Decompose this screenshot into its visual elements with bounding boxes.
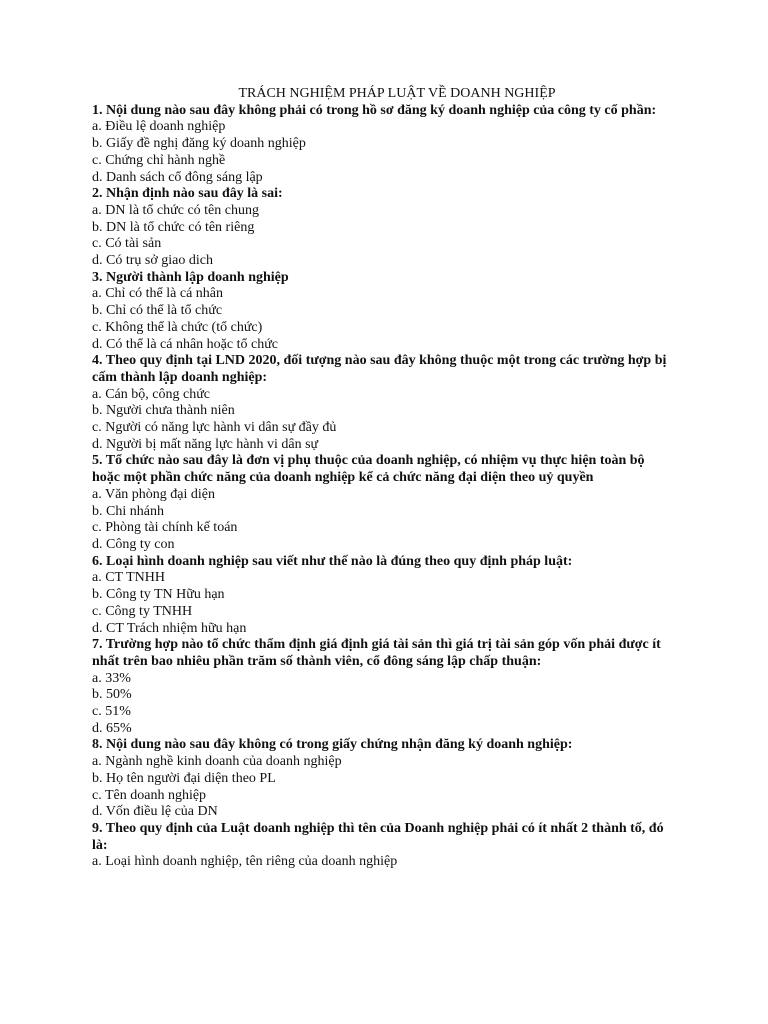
document-title: TRÁCH NGHIỆM PHÁP LUẬT VỀ DOANH NGHIỆP bbox=[238, 86, 556, 101]
answer-option: a. Văn phòng đại diện bbox=[92, 486, 215, 502]
answer-option: c. Người có năng lực hành vi dân sự đầy đủ bbox=[92, 420, 337, 436]
question-text: 2. Nhận định nào sau đây là sai: bbox=[92, 186, 283, 202]
answer-option: b. Chỉ có thể là tổ chức bbox=[92, 303, 223, 319]
question-text: 6. Loại hình doanh nghiệp sau viết như thế nào là đúng theo quy định pháp luật: bbox=[92, 553, 573, 569]
question-text: 9. Theo quy định của Luật doanh nghiệp thì tên của Doanh nghiệp phải có ít nhất 2 thành tố, đó là: bbox=[92, 820, 664, 853]
answer-option: d. Có thể là cá nhân hoặc tổ chức bbox=[92, 336, 279, 352]
answer-option: d. Có trụ sở giao dich bbox=[92, 253, 213, 269]
question-block-3 bbox=[92, 270, 672, 354]
question-text: 3. Người thành lập doanh nghiệp bbox=[92, 269, 289, 285]
answer-option: a. 33% bbox=[92, 670, 131, 686]
answer-option: b. Họ tên người đại diện theo PL bbox=[92, 770, 276, 786]
answer-option: c. Phòng tài chính kế toán bbox=[92, 520, 238, 536]
question-text: 5. Tổ chức nào sau đây là đơn vị phụ thuộc của doanh nghiệp, có nhiệm vụ thực hiện toàn bộ hoặc một phần chức năng của doanh nghiệp kể cả chức năng đại diện theo uỷ quyền bbox=[92, 453, 645, 486]
question-text: 7. Trường hợp nào tổ chức thẩm định giá định giá tài sản thì giá trị tài sản góp vốn phải được ít nhất trên bao nhiêu phần trăm số thành viên, cổ đông sáng lập chấp thuận: bbox=[92, 637, 661, 669]
question-block-9 bbox=[92, 821, 672, 871]
answer-option: a. Loại hình doanh nghiệp, tên riêng của doanh nghiệp bbox=[92, 854, 398, 870]
answer-option: b. Giấy đề nghị đăng ký doanh nghiệp bbox=[92, 136, 306, 152]
answer-option: b. DN là tổ chức có tên riêng bbox=[92, 219, 255, 235]
answer-option: a. DN là tổ chức có tên chung bbox=[92, 202, 259, 218]
question-text: 8. Nội dung nào sau đây không có trong giấy chứng nhận đăng ký doanh nghiệp: bbox=[92, 737, 573, 753]
answer-option: a. Cán bộ, công chức bbox=[92, 386, 210, 402]
question-block-8 bbox=[92, 737, 672, 821]
question-block-2 bbox=[92, 186, 672, 270]
answer-option: c. Công ty TNHH bbox=[92, 603, 193, 619]
answer-option: a. Ngành nghề kinh doanh của doanh nghiệp bbox=[92, 754, 342, 770]
answer-option: c. Không thể là chức (tổ chức) bbox=[92, 319, 263, 335]
question-block-5 bbox=[92, 453, 672, 553]
answer-option: a. Điều lệ doanh nghiệp bbox=[92, 119, 226, 135]
answer-option: d. Vốn điều lệ của DN bbox=[92, 804, 218, 820]
answer-option: d. 65% bbox=[92, 720, 132, 736]
answer-option: b. 50% bbox=[92, 687, 132, 703]
answer-option: b. Người chưa thành niên bbox=[92, 403, 235, 419]
answer-option: a. CT TNHH bbox=[92, 570, 165, 586]
answer-option: c. Tên doanh nghiệp bbox=[92, 787, 207, 803]
question-text: 4. Theo quy định tại LND 2020, đối tượng nào sau đây không thuộc một trong các trường hợp bị cấm thành lập doanh nghiệp: bbox=[92, 353, 667, 385]
answer-option: c. Có tài sản bbox=[92, 236, 162, 252]
answer-option: c. Chứng chỉ hành nghề bbox=[92, 152, 226, 168]
answer-option: d. Danh sách cổ đông sáng lập bbox=[92, 169, 263, 185]
answer-option: d. Công ty con bbox=[92, 536, 175, 552]
question-text: 1. Nội dung nào sau đây không phải có trong hồ sơ đăng ký doanh nghiệp của công ty cổ phần: bbox=[92, 102, 657, 118]
question-block-1 bbox=[92, 103, 672, 187]
document-content bbox=[92, 86, 672, 871]
answer-option: d. Người bị mất năng lực hành vi dân sự bbox=[92, 436, 319, 452]
answer-option: d. CT Trách nhiệm hữu hạn bbox=[92, 620, 247, 636]
question-block-4 bbox=[92, 353, 672, 453]
answer-option: b. Công ty TN Hữu hạn bbox=[92, 587, 225, 603]
answer-option: b. Chi nhánh bbox=[92, 503, 164, 519]
answer-option: c. 51% bbox=[92, 704, 131, 720]
question-block-6 bbox=[92, 554, 672, 638]
question-block-7 bbox=[92, 637, 672, 737]
answer-option: a. Chỉ có thể là cá nhân bbox=[92, 286, 224, 302]
